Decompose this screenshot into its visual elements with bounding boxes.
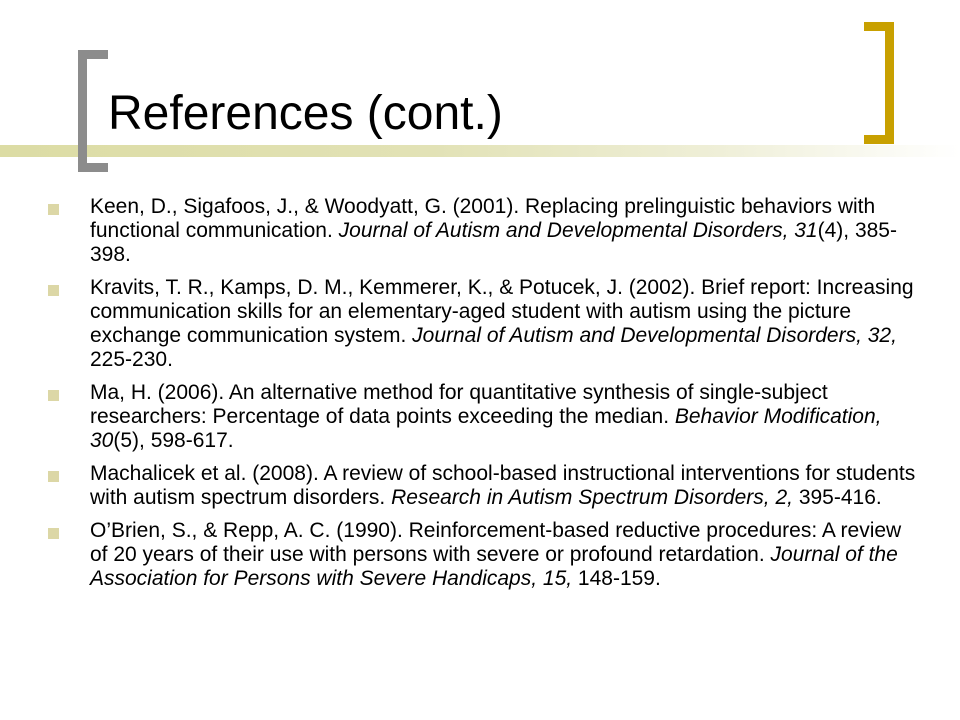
reference-source-text: Journal of Autism and Developmental Disorders, 32,: [412, 324, 897, 347]
square-bullet-icon: [48, 528, 59, 539]
square-bullet-icon: [48, 285, 59, 296]
square-bullet-icon: [48, 390, 59, 401]
reference-source-text: Behavior Modification, 30: [90, 405, 882, 452]
reference-source-text: Journal of the Association for Persons with Severe Handicaps, 15,: [90, 543, 898, 590]
reference-item: [42, 195, 922, 267]
reference-text: Machalicek et al. (2008). A review of school-based instructional interventions for students with autism spectrum disorders.: [90, 462, 916, 509]
left-bracket-decoration: [78, 50, 108, 172]
reference-text: Keen, D., Sigafoos, J., & Woodyatt, G. (2001). Replacing prelinguistic behaviors with functional communication.: [90, 195, 876, 242]
reference-text: Kravits, T. R., Kamps, D. M., Kemmerer, K., & Potucek, J. (2002). Brief report: Increasing communication skills for an elementary-aged student with autism using the picture exchange communication system.: [90, 276, 914, 347]
reference-text: (4), 385-398.: [90, 219, 897, 266]
reference-item: [42, 462, 922, 510]
square-bullet-icon: [48, 204, 59, 215]
reference-source-text: Journal of Autism and Developmental Disorders, 31: [338, 219, 818, 242]
title-decoration-bar: [0, 145, 960, 157]
reference-text: O’Brien, S., & Repp, A. C. (1990). Reinforcement-based reductive procedures: A review of 20 years of their use with persons with severe or profound retardation.: [90, 519, 902, 566]
reference-text: (5), 598-617.: [113, 429, 234, 452]
reference-item: [42, 519, 922, 591]
reference-item: [42, 381, 922, 453]
slide-title: References (cont.): [108, 87, 503, 140]
reference-text: Ma, H. (2006). An alternative method for quantitative synthesis of single-subject researchers: Percentage of data points exceeding the median.: [90, 381, 828, 428]
right-bracket-decoration: [864, 22, 894, 144]
reference-list: [42, 195, 922, 600]
square-bullet-icon: [48, 471, 59, 482]
reference-text: 225-230.: [90, 348, 173, 371]
reference-text: 395-416.: [792, 486, 882, 509]
reference-source-text: Research in Autism Spectrum Disorders, 2,: [391, 486, 793, 509]
reference-text: 148-159.: [572, 567, 661, 590]
reference-item: [42, 276, 922, 372]
